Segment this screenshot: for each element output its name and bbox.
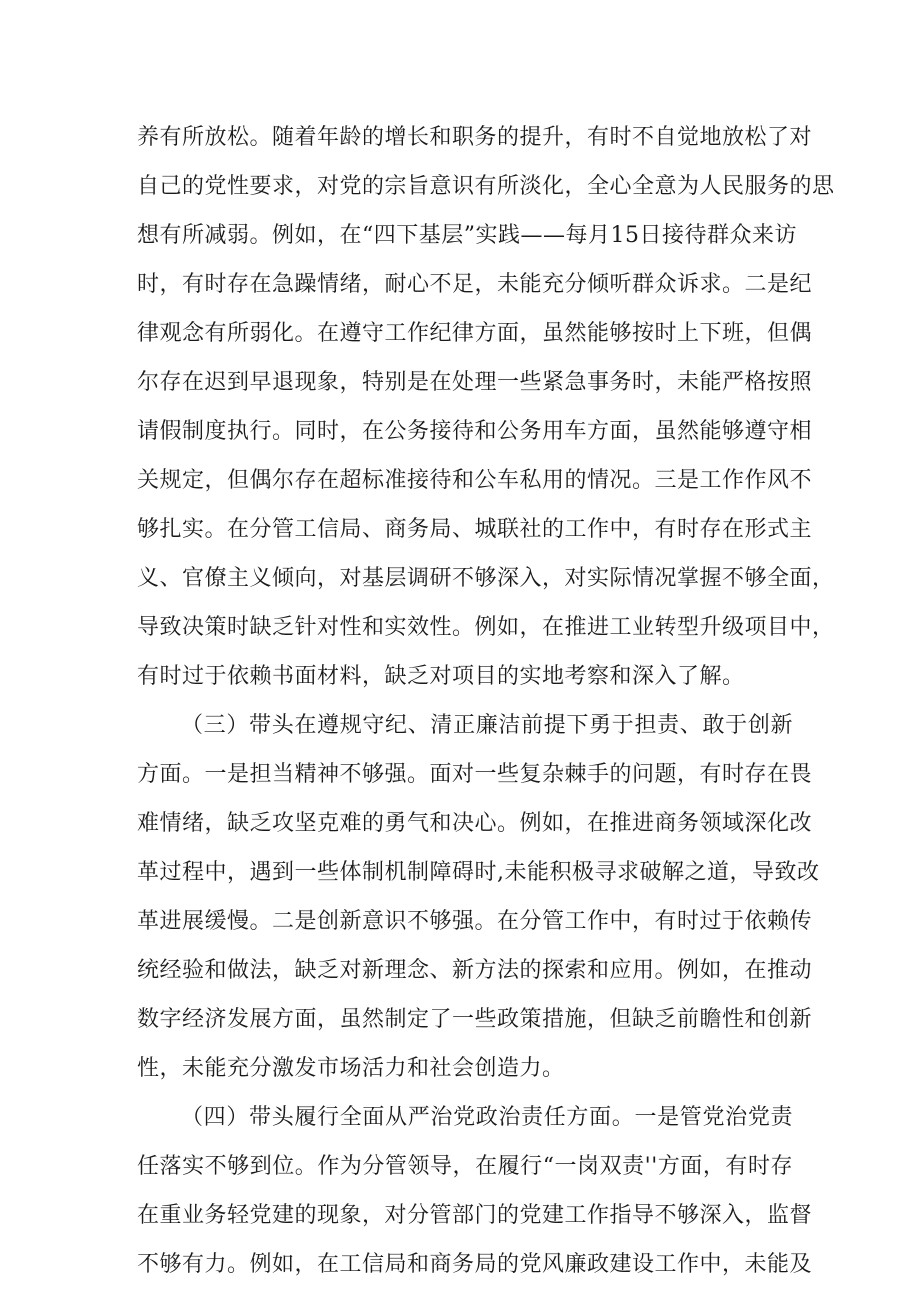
text-line: 导致决策时缺乏针对性和实效性。例如，在推进工业转型升级项目中， (137, 615, 835, 640)
paragraph-personal-conduct (137, 113, 835, 701)
text-line: 在重业务轻党建的现象，对分管部门的党建工作指导不够深入，监督 (137, 1203, 813, 1228)
text-line: 不够有力。例如，在工信局和商务局的党风廉政建设工作中，未能及 (137, 1252, 813, 1277)
text-line: 革过程中，遇到一些体制机制障碍时,未能积极寻求破解之道，导致改 (137, 860, 820, 885)
section-heading-line: （三）带头在遵规守纪、清正廉洁前提下勇于担责、敢于创新 (181, 713, 793, 738)
text-line: 任落实不够到位。作为分管领导，在履行“一岗双责''方面，有时存 (137, 1154, 793, 1179)
text-line: 有时过于依赖书面材料，缺乏对项目的实地考察和深入了解。 (137, 664, 745, 689)
text-line: 自己的党性要求，对党的宗旨意识有所淡化，全心全意为人民服务的思 (137, 174, 835, 199)
text-line: 想有所减弱。例如，在“四下基层”实践——每月15日接待群众来访 (137, 223, 797, 248)
text-line: 统经验和做法，缺乏对新理念、新方法的探索和应用。例如，在推动 (137, 958, 813, 983)
section-heading-line: （四）带头履行全面从严治党政治责任方面。一是管党治党责 (181, 1105, 793, 1130)
document-body (137, 113, 835, 1289)
text-line: 律观念有所弱化。在遵守工作纪律方面，虽然能够按时上下班，但偶 (137, 321, 813, 346)
text-line: 方面。一是担当精神不够强。面对一些复杂棘手的问题，有时存在畏 (137, 762, 813, 787)
paragraph-section-three (137, 701, 820, 1093)
text-line: 请假制度执行。同时，在公务接待和公务用车方面，虽然能够遵守相 (137, 419, 813, 444)
text-line: 革进展缓慢。二是创新意识不够强。在分管工作中，有时过于依赖传 (137, 909, 813, 934)
text-line: 关规定，但偶尔存在超标准接待和公车私用的情况。三是工作作风不 (137, 468, 813, 493)
text-line: 数字经济发展方面，虽然制定了一些政策措施，但缺乏前瞻性和创新 (137, 1007, 813, 1032)
text-line: 时，有时存在急躁情绪，耐心不足，未能充分倾听群众诉求。二是纪 (137, 272, 813, 297)
text-line: 义、官僚主义倾向，对基层调研不够深入，对实际情况掌握不够全面， (137, 566, 835, 591)
text-line: 够扎实。在分管工信局、商务局、城联社的工作中，有时存在形式主 (137, 517, 813, 542)
text-line: 尔存在迟到早退现象，特别是在处理一些紧急事务时，未能严格按照 (137, 370, 813, 395)
text-line: 养有所放松。随着年龄的增长和职务的提升，有时不自觉地放松了对 (137, 125, 813, 150)
text-line: 性，未能充分激发市场活力和社会创造力。 (137, 1056, 565, 1081)
text-line: 难情绪，缺乏攻坚克难的勇气和决心。例如，在推进商务领域深化改 (137, 811, 813, 836)
paragraph-section-four (137, 1093, 813, 1289)
